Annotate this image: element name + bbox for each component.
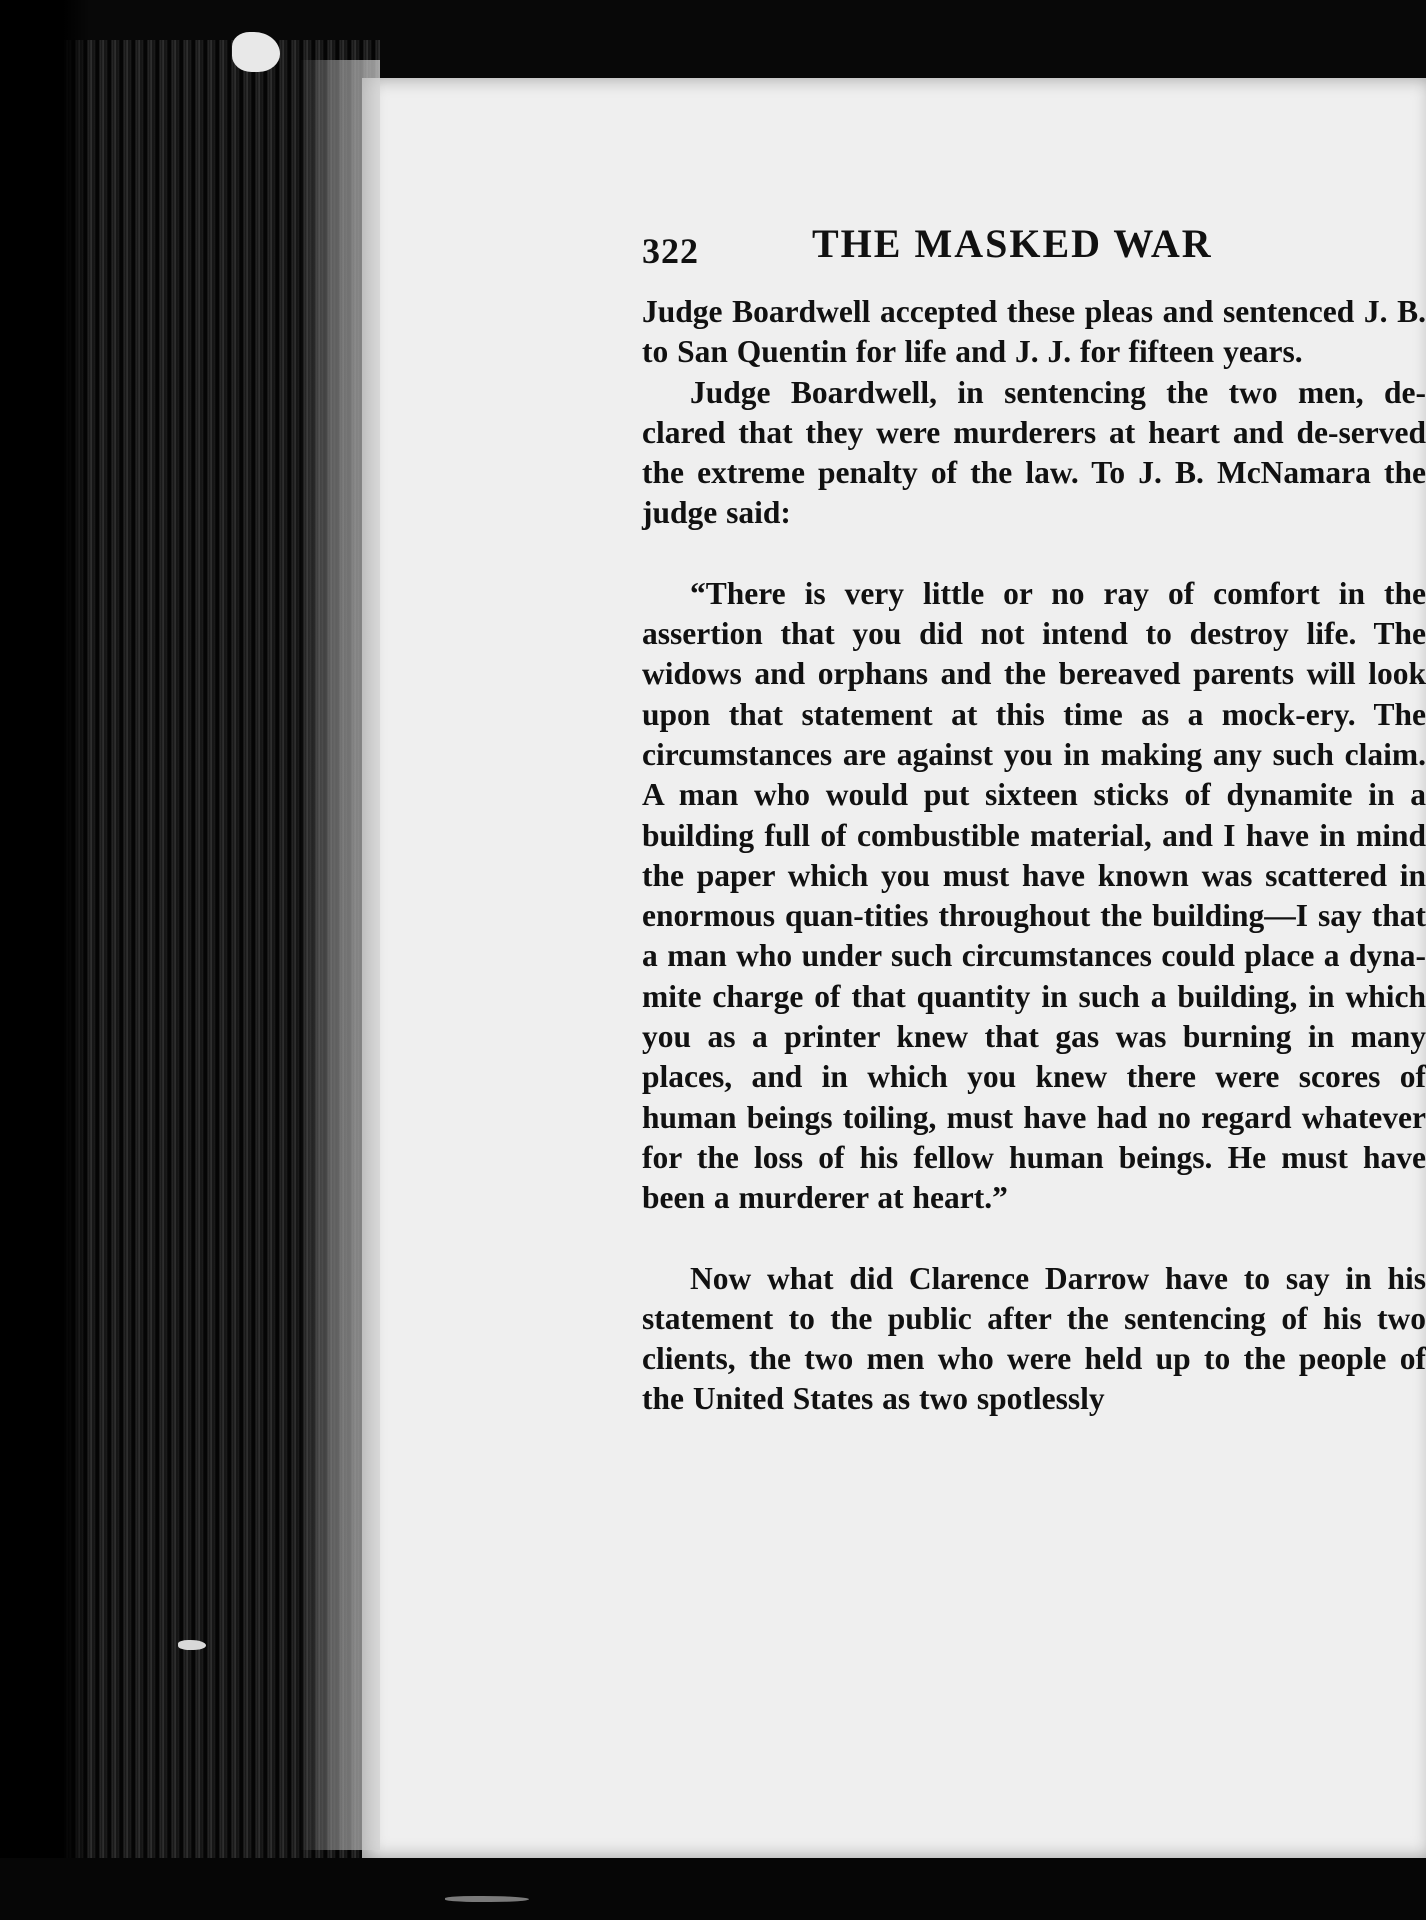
page-number: 322 bbox=[642, 231, 699, 271]
paragraph: Judge Boardwell, in sentencing the two men, de-clared that they were murderers at heart and de-served the extreme penalty of the law. To J. B. McNamara the judge said: bbox=[642, 374, 1426, 531]
binding-gutter bbox=[300, 60, 380, 1850]
paragraph: Judge Boardwell accepted these pleas and sentenced J. B. to San Quentin for life and J. J. for fifteen years. bbox=[642, 294, 1426, 370]
running-head bbox=[642, 212, 1426, 292]
quotation: “There is very little or no ray of comfort in the assertion that you did not intend to destroy life. The widows and orphans and the bereaved parents will look upon that statement at this time as a mock-ery. The circumstances are against you in making any such claim. A man who would put sixteen sticks of dynamite in a building full of combustible material, and I have in mind the paper which you must have known was scattered in enormous quan-tities throughout the building—I say that a man who under such circumstances could place a dyna-mite charge of that quantity in such a building, in which you as a printer knew that gas was burning in many places, and in which you knew there were scores of human beings toiling, must have had no regard whatever for the loss of his fellow human beings. He must have been a murderer at heart.” bbox=[642, 575, 1426, 1216]
page-text bbox=[642, 212, 1426, 1420]
running-title: THE MASKED WAR bbox=[812, 221, 1213, 266]
scan-speck bbox=[232, 32, 280, 72]
scan-speck bbox=[178, 1640, 206, 1650]
scan-left-shadow bbox=[0, 0, 90, 1920]
scan-bottom-border bbox=[0, 1858, 1426, 1920]
spacer bbox=[642, 1219, 1426, 1259]
spacer bbox=[642, 534, 1426, 574]
scan-speck bbox=[445, 1896, 529, 1902]
paragraph: Now what did Clarence Darrow have to say in his statement to the public after the sentencing of his two clients, the two men who were held up to the people of the United States as two spotlessly bbox=[642, 1260, 1426, 1417]
